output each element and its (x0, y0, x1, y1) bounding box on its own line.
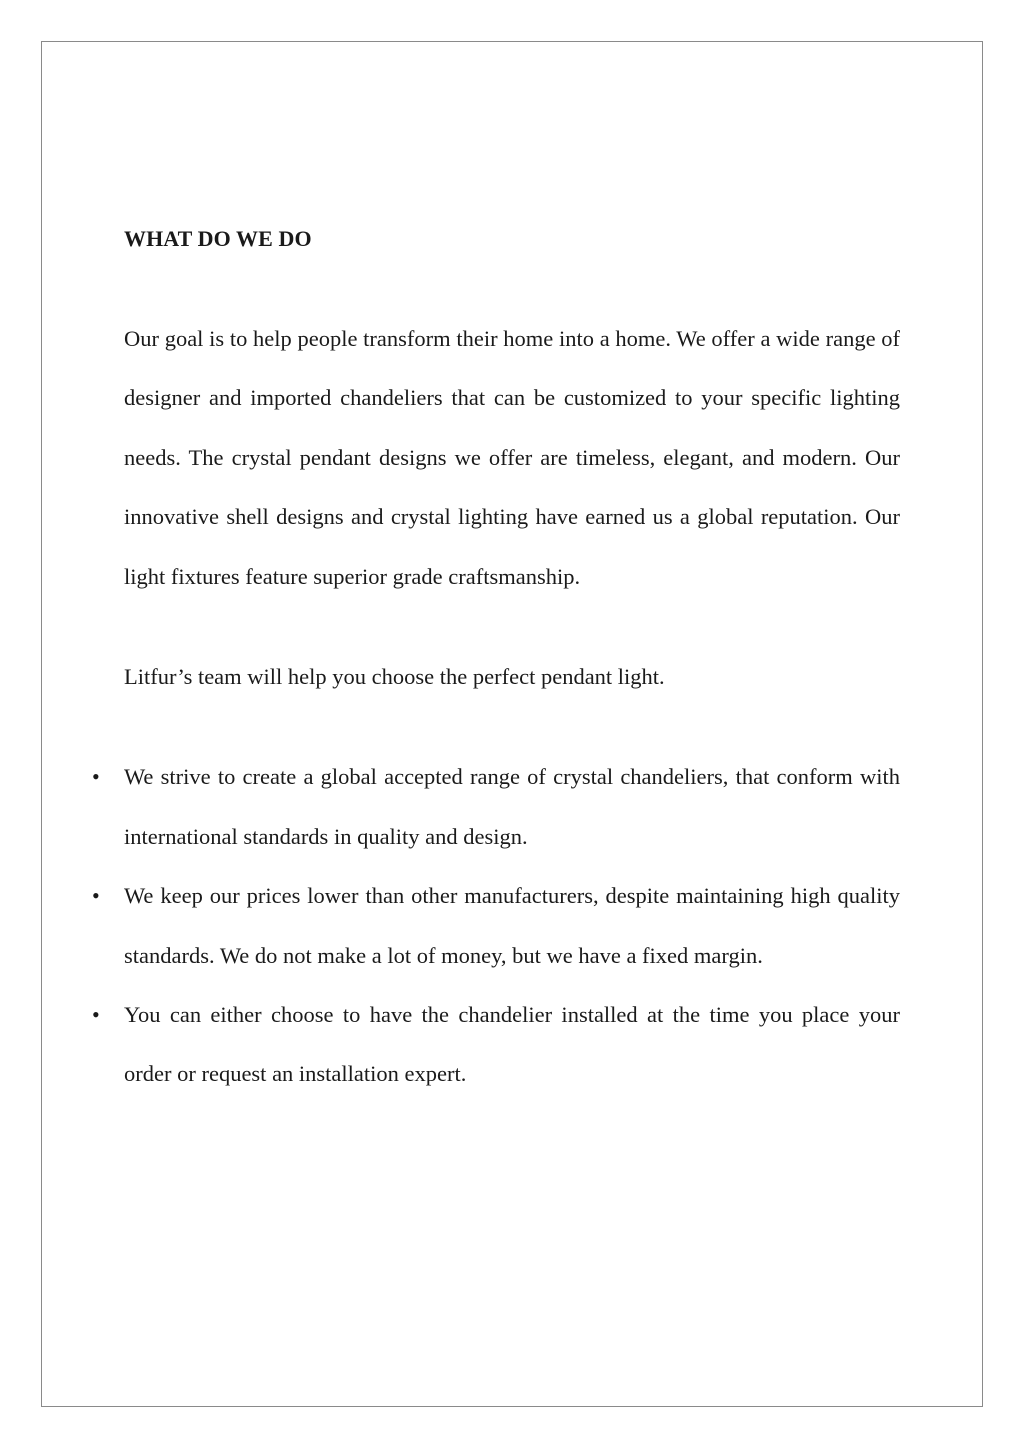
bullet-item-installation (92, 985, 900, 1104)
bullet-text: We keep our prices lower than other manufacturers, despite maintaining high quality standards. We do not make a lot of money, but we have a fixed margin. (124, 883, 900, 968)
section-heading: WHAT DO WE DO (124, 226, 312, 251)
bullet-list (92, 747, 900, 1103)
bullet-item-pricing (92, 866, 900, 985)
bullet-text: You can either choose to have the chandelier installed at the time you place your order or request an installation expert. (124, 1002, 900, 1087)
bullet-icon: • (92, 1002, 100, 1028)
bullet-item-global-range (92, 747, 900, 866)
team-paragraph: Litfur’s team will help you choose the perfect pendant light. (124, 664, 665, 690)
bullet-icon: • (92, 883, 100, 909)
bullet-icon: • (92, 764, 100, 790)
bullet-text: We strive to create a global accepted range of crystal chandeliers, that conform with international standards in quality and design. (124, 764, 900, 849)
document-body (92, 222, 900, 1104)
intro-paragraph: Our goal is to help people transform their home into a home. We offer a wide range of designer and imported chandeliers that can be customized to your specific lighting needs. The crystal pendant designs we offer are timeless, elegant, and modern. Our innovative shell designs and crystal lighting have earned us a global reputation. Our light fixtures feature superior grade craftsmanship. (124, 326, 900, 589)
